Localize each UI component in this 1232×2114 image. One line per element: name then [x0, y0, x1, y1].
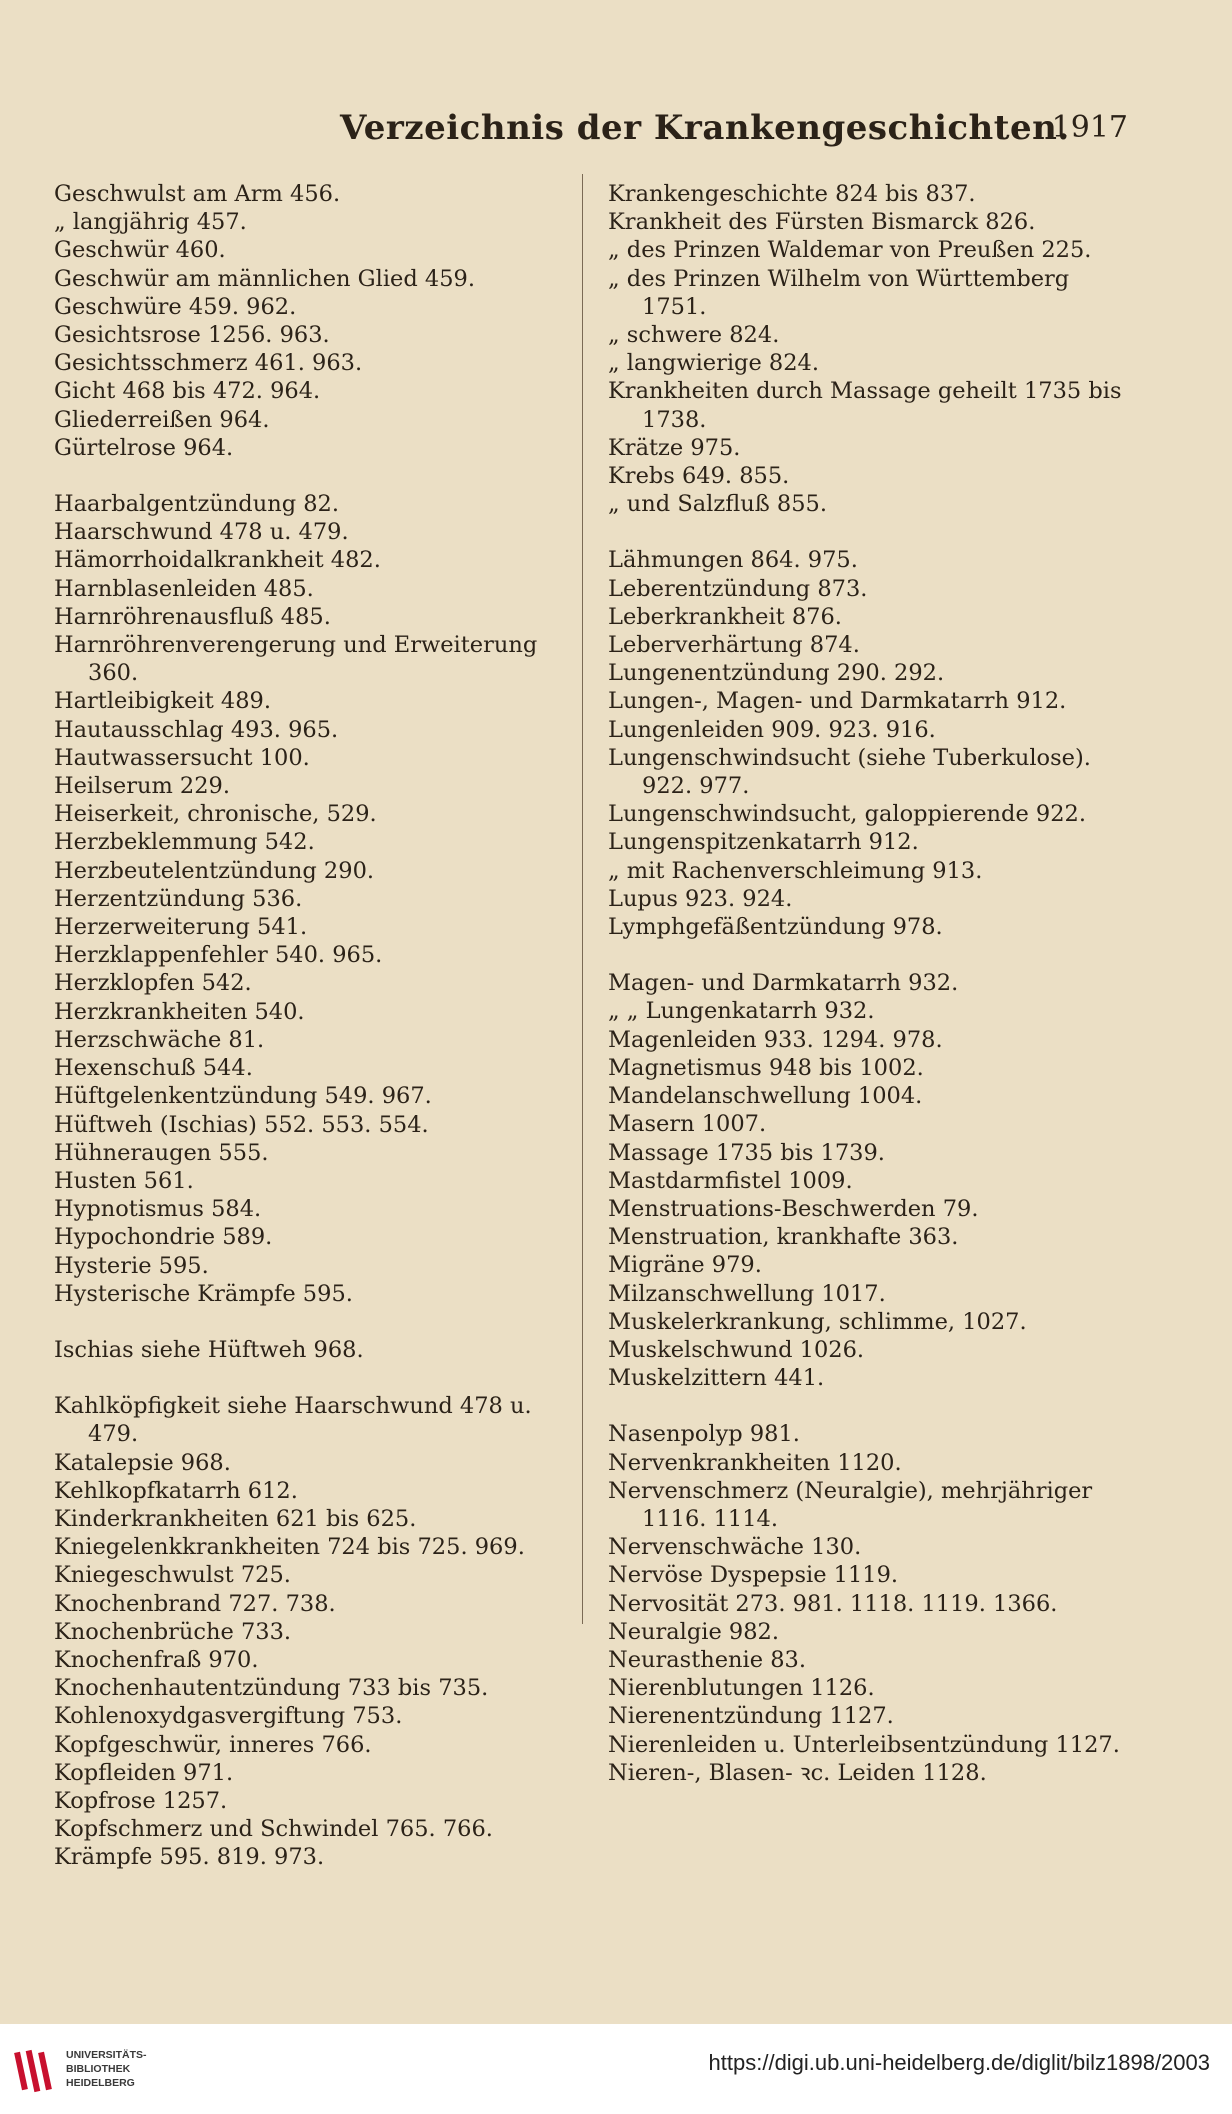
index-entry: „ langwierige 824.: [608, 350, 820, 377]
index-entry: Magenleiden 933. 1294. 978.: [608, 1026, 943, 1053]
index-entry: Krätze 975.: [608, 434, 741, 461]
index-entry: Hypochondrie 589.: [54, 1224, 273, 1251]
index-entry: Knochenfraß 970.: [54, 1646, 259, 1673]
index-entry: Gürtelrose 964.: [54, 434, 234, 461]
footer-bar: [0, 2024, 1232, 2114]
index-entry: „ des Prinzen Waldemar von Preußen 225.: [608, 237, 1092, 264]
index-entry: Krämpfe 595. 819. 973.: [54, 1844, 325, 1871]
section-gap: [54, 462, 570, 490]
index-entry: Harnröhrenverengerung und Erweiterung 360.: [54, 632, 538, 687]
index-entry: Kopfgeschwür, inneres 766.: [54, 1731, 372, 1758]
index-entry: Kahlköpfigkeit siehe Haarschwund 478 u. 479.: [54, 1393, 532, 1448]
index-entry: Leberverhärtung 874.: [608, 632, 860, 659]
index-entry: „ „ Lungenkatarrh 932.: [608, 998, 875, 1025]
index-entry: Herzkrankheiten 540.: [54, 998, 305, 1025]
index-entry: Hüftweh (Ischias) 552. 553. 554.: [54, 1111, 429, 1138]
index-entry: „ und Salzfluß 855.: [608, 491, 828, 518]
index-entry: Krankheiten durch Massage geheilt 1735 bis 1738.: [608, 378, 1122, 433]
index-entry: Kinderkrankheiten 621 bis 625.: [54, 1505, 417, 1532]
column-divider: [582, 174, 583, 1624]
index-entry: Kehlkopfkatarrh 612.: [54, 1477, 298, 1504]
index-entry: Heilserum 229.: [54, 773, 231, 800]
index-entry: Gicht 468 bis 472. 964.: [54, 378, 321, 405]
index-column-left: [54, 180, 570, 1872]
index-entry: Krebs 649. 855.: [608, 463, 790, 490]
library-name-line: BIBLIOTHEK: [66, 2063, 131, 2075]
index-entry: Geschwür am männlichen Glied 459.: [54, 265, 475, 292]
index-entry: Kopfrose 1257.: [54, 1787, 228, 1814]
index-entry: Gesichtsrose 1256. 963.: [54, 322, 330, 349]
index-entry: Hüftgelenkentzündung 549. 967.: [54, 1083, 432, 1110]
index-entry: Herzklopfen 542.: [54, 970, 252, 997]
index-entry: Heiserkeit, chronische, 529.: [54, 801, 377, 828]
index-entry: Masern 1007.: [608, 1111, 767, 1138]
index-entry: Magnetismus 948 bis 1002.: [608, 1054, 924, 1081]
index-entry: Mandelanschwellung 1004.: [608, 1083, 923, 1110]
page-title: Verzeichnis der Krankengeschichten.: [340, 108, 1070, 148]
index-entry: Gliederreißen 964.: [54, 406, 270, 433]
index-entry: Lähmungen 864. 975.: [608, 547, 858, 574]
index-entry: Leberentzündung 873.: [608, 575, 868, 602]
index-entry: Herzschwäche 81.: [54, 1026, 265, 1053]
index-entry: „ schwere 824.: [608, 322, 780, 349]
index-entry: Lungenspitzenkatarrh 912.: [608, 829, 919, 856]
index-entry: Hautwassersucht 100.: [54, 744, 310, 771]
section-gap: [54, 1308, 570, 1336]
index-entry: Kohlenoxydgasvergiftung 753.: [54, 1703, 403, 1730]
index-entry: Nieren-, Blasen- ꝛc. Leiden 1128.: [608, 1759, 987, 1786]
index-entry: Hämorrhoidalkrankheit 482.: [54, 547, 381, 574]
index-entry: Gesichtsschmerz 461. 963.: [54, 350, 363, 377]
index-entry: Magen- und Darmkatarrh 932.: [608, 970, 959, 997]
page-header: [0, 108, 1232, 152]
index-entry: Harnblasenleiden 485.: [54, 575, 314, 602]
index-entry: Nasenpolyp 981.: [608, 1421, 800, 1448]
index-entry: Kopfleiden 971.: [54, 1759, 234, 1786]
index-entry: Milzanschwellung 1017.: [608, 1280, 886, 1307]
index-entry: Krankheit des Fürsten Bismarck 826.: [608, 209, 1036, 236]
index-entry: „ mit Rachenverschleimung 913.: [608, 857, 983, 884]
section-gap: [54, 1364, 570, 1392]
index-entry: Knochenhautentzündung 733 bis 735.: [54, 1675, 489, 1702]
index-entry: Geschwulst am Arm 456.: [54, 181, 341, 207]
index-entry: Hypnotismus 584.: [54, 1196, 262, 1223]
index-entry: Katalepsie 968.: [54, 1449, 231, 1476]
library-logo-icon: [14, 2046, 58, 2096]
index-entry: Hysterie 595.: [54, 1252, 209, 1279]
index-entry: Massage 1735 bis 1739.: [608, 1139, 885, 1166]
index-entry: Hysterische Krämpfe 595.: [54, 1280, 353, 1307]
index-entry: Hühneraugen 555.: [54, 1139, 269, 1166]
index-entry: Nervosität 273. 981. 1118. 1119. 1366.: [608, 1590, 1058, 1617]
index-entry: Herzbeutelentzündung 290.: [54, 857, 375, 884]
index-entry: Lungenschwindsucht, galoppierende 922.: [608, 801, 1087, 828]
index-entry: Nervenkrankheiten 1120.: [608, 1449, 902, 1476]
index-entry: Kniegeschwulst 725.: [54, 1562, 291, 1589]
index-entry: Muskelerkrankung, schlimme, 1027.: [608, 1308, 1027, 1335]
index-entry: Nierenentzündung 1127.: [608, 1703, 894, 1730]
index-entry: Hexenschuß 544.: [54, 1055, 253, 1082]
index-entry: Lungenschwindsucht (siehe Tuberkulose). 922. 977.: [608, 744, 1091, 800]
index-entry: Neuralgie 982.: [608, 1618, 780, 1645]
index-entry: Nierenleiden u. Unterleibsentzündung 1127.: [608, 1731, 1120, 1758]
index-entry: Mastdarmfistel 1009.: [608, 1167, 853, 1194]
index-entry: Ischias siehe Hüftweh 968.: [54, 1336, 364, 1363]
index-entry: Migräne 979.: [608, 1252, 762, 1279]
index-entry: Geschwüre 459. 962.: [54, 293, 297, 320]
library-logo[interactable]: [14, 2044, 154, 2102]
index-entry: „ langjährig 457.: [54, 209, 247, 236]
index-entry: Husten 561.: [54, 1167, 194, 1194]
index-entry: Nervenschwäche 130.: [608, 1534, 862, 1561]
index-entry: Haarbalgentzündung 82.: [54, 491, 340, 518]
index-entry: Nervenschmerz (Neuralgie), mehrjähriger 1116. 1114.: [608, 1477, 1093, 1532]
index-entry: Haarschwund 478 u. 479.: [54, 519, 349, 546]
index-entry: Neurasthenie 83.: [608, 1646, 806, 1673]
index-column-right: [608, 180, 1128, 1787]
index-entry: Muskelzittern 441.: [608, 1365, 825, 1392]
page-number: 1917: [1051, 110, 1128, 145]
index-entry: Lymphgefäßentzündung 978.: [608, 914, 943, 941]
index-entry: Kniegelenkkrankheiten 724 bis 725. 969.: [54, 1534, 525, 1561]
index-entry: Leberkrankheit 876.: [608, 603, 842, 630]
index-entry: Hautausschlag 493. 965.: [54, 716, 339, 743]
index-entry: Muskelschwund 1026.: [608, 1336, 865, 1363]
index-entry: Krankengeschichte 824 bis 837.: [608, 181, 976, 207]
index-entry: Harnröhrenausfluß 485.: [54, 603, 331, 630]
source-url-link[interactable]: https://digi.ub.uni-heidelberg.de/diglit/bilz1898/2003: [708, 2050, 1210, 2075]
section-gap: [608, 518, 1128, 546]
index-entry: Menstruations-Beschwerden 79.: [608, 1195, 979, 1222]
library-name-line: HEIDELBERG: [66, 2077, 135, 2089]
index-entry: Nierenblutungen 1126.: [608, 1675, 875, 1702]
index-entry: Lungenentzündung 290. 292.: [608, 660, 945, 687]
index-entry: Lupus 923. 924.: [608, 885, 793, 912]
index-entry: Nervöse Dyspepsie 1119.: [608, 1562, 899, 1589]
index-entry: Menstruation, krankhafte 363.: [608, 1224, 959, 1251]
index-entry: Hartleibigkeit 489.: [54, 688, 271, 715]
index-entry: Lungenleiden 909. 923. 916.: [608, 716, 936, 743]
index-entry: Knochenbrüche 733.: [54, 1618, 292, 1645]
library-name-line: UNIVERSITÄTS-: [66, 2049, 147, 2061]
section-gap: [608, 941, 1128, 969]
index-entry: Lungen-, Magen- und Darmkatarrh 912.: [608, 688, 1067, 715]
index-entry: Herzerweiterung 541.: [54, 914, 308, 941]
index-entry: Knochenbrand 727. 738.: [54, 1590, 336, 1617]
section-gap: [608, 1392, 1128, 1420]
index-entry: Herzbeklemmung 542.: [54, 829, 315, 856]
index-entry: „ des Prinzen Wilhelm von Württemberg 1751.: [608, 265, 1070, 320]
library-name: [66, 2048, 147, 2090]
index-entry: Geschwür 460.: [54, 237, 226, 264]
index-entry: Herzentzündung 536.: [54, 885, 303, 912]
index-entry: Kopfschmerz und Schwindel 765. 766.: [54, 1816, 493, 1843]
index-entry: Herzklappenfehler 540. 965.: [54, 942, 383, 969]
